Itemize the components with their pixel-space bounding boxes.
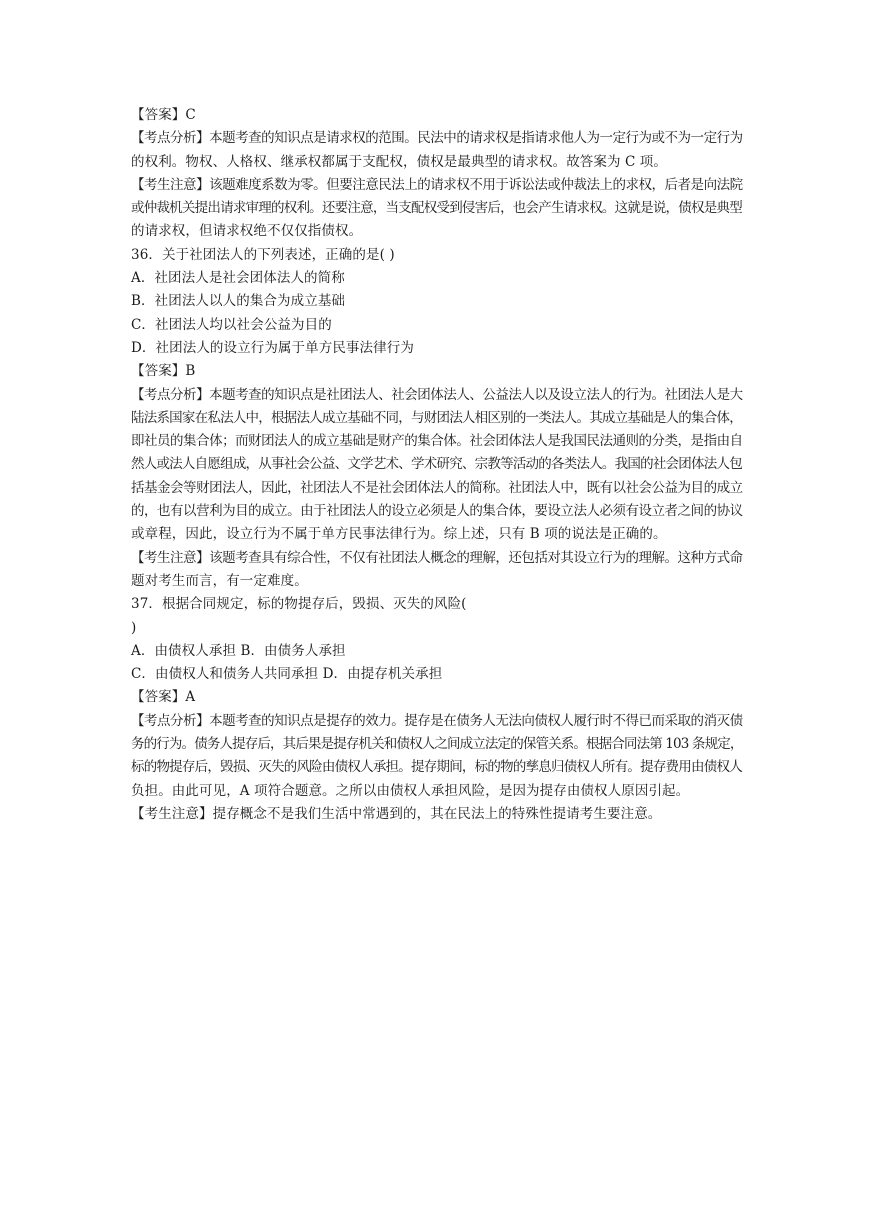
text-line: 【考生注意】提存概念不是我们生活中常遇到的，其在民法上的特殊性提请考生要注意。	[131, 805, 662, 822]
text-line: 陆法系国家在私法人中，根据法人成立基础不同，与财团法人相区别的一类法人。其成立基础是人的集合体，	[131, 409, 742, 426]
answer-line: 【答案】B	[131, 363, 196, 380]
option-b: B．社团法人以人的集合为成立基础	[131, 293, 346, 310]
option-ab: A．由债权人承担 B．由债务人承担	[131, 642, 346, 659]
text-line: 或仲裁机关提出请求审理的权利。还要注意，当支配权受到侵害后，也会产生请求权。这就是说，债权是典型	[131, 200, 742, 217]
text-line: 的，也有以营利为目的成立。由于社团法人的设立必须是人的集合体，要设立法人必须有设立者之间的协议	[131, 503, 743, 520]
text-line: 【考点分析】本题考查的知识点是社团法人、社会团体法人、公益法人以及设立法人的行为。社团法人是大	[131, 386, 743, 403]
text-line: 的请求权，但请求权绝不仅仅指债权。	[131, 223, 363, 240]
text-line: 的权利。物权、人格权、继承权都属于支配权，债权是最典型的请求权。故答案为 C 项。	[131, 153, 668, 170]
text-line: 括基金会等财团法人，因此，社团法人不是社会团体法人的简称。社团法人中，既有以社会公益为目的成立	[131, 479, 743, 496]
text-line: 负担。由此可见，A 项符合题意。之所以由债权人承担风险，是因为提存由债权人原因引起。	[131, 782, 690, 799]
text-line: 或章程，因此，设立行为不属于单方民事法律行为。综上述，只有 B 项的说法是正确的。	[131, 526, 667, 543]
text-line: 务的行为。债务人提存后，其后果是提存机关和债权人之间成立法定的保管关系。根据合同法第 103 条规定，	[131, 736, 743, 753]
option-d: D．社团法人的设立行为属于单方民事法律行为	[131, 339, 414, 356]
text-line: 然人或法人自愿组成，从事社会公益、文学艺术、学术研究、宗教等活动的各类法人。我国的社会团体法人包	[131, 456, 742, 473]
text-line: 即社员的集合体；而财团法人的成立基础是财产的集合体。社会团体法人是我国民法通则的分类，是指由自	[131, 433, 743, 450]
option-c: C．社团法人均以社会公益为目的	[131, 316, 332, 333]
text-line: 标的物提存后，毁损、灭失的风险由债权人承担。提存期间，标的物的孳息归债权人所有。提存费用由债权人	[131, 759, 742, 776]
text-line: 【考生注意】该题考查具有综合性，不仅有社团法人概念的理解，还包括对其设立行为的理解。这种方式命	[131, 549, 743, 566]
text-line: )	[131, 619, 137, 636]
text-line: 【考生注意】该题难度系数为零。但要注意民法上的请求权不用于诉讼法或仲裁法上的求权，后者是向法院	[131, 176, 743, 193]
answer-line: 【答案】A	[131, 689, 196, 706]
text-line: 题对考生而言，有一定难度。	[131, 572, 308, 589]
text-line: 【考点分析】本题考查的知识点是请求权的范围。民法中的请求权是指请求他人为一定行为或不为一定行为	[131, 130, 743, 147]
question-37: 37．根据合同规定，标的物提存后，毁损、灭失的风险(	[131, 596, 467, 613]
text-line: 【答案】C	[131, 107, 196, 123]
question-36: 36．关于社团法人的下列表述，正确的是( )	[131, 246, 395, 263]
text-line: 【考点分析】本题考查的知识点是提存的效力。提存是在债务人无法向债权人履行时不得已而采取的消灭债	[131, 712, 743, 729]
document-body	[131, 104, 743, 826]
option-cd: C．由债权人和债务人共同承担 D．由提存机关承担	[131, 666, 443, 683]
option-a: A．社团法人是社会团体法人的简称	[131, 270, 345, 287]
